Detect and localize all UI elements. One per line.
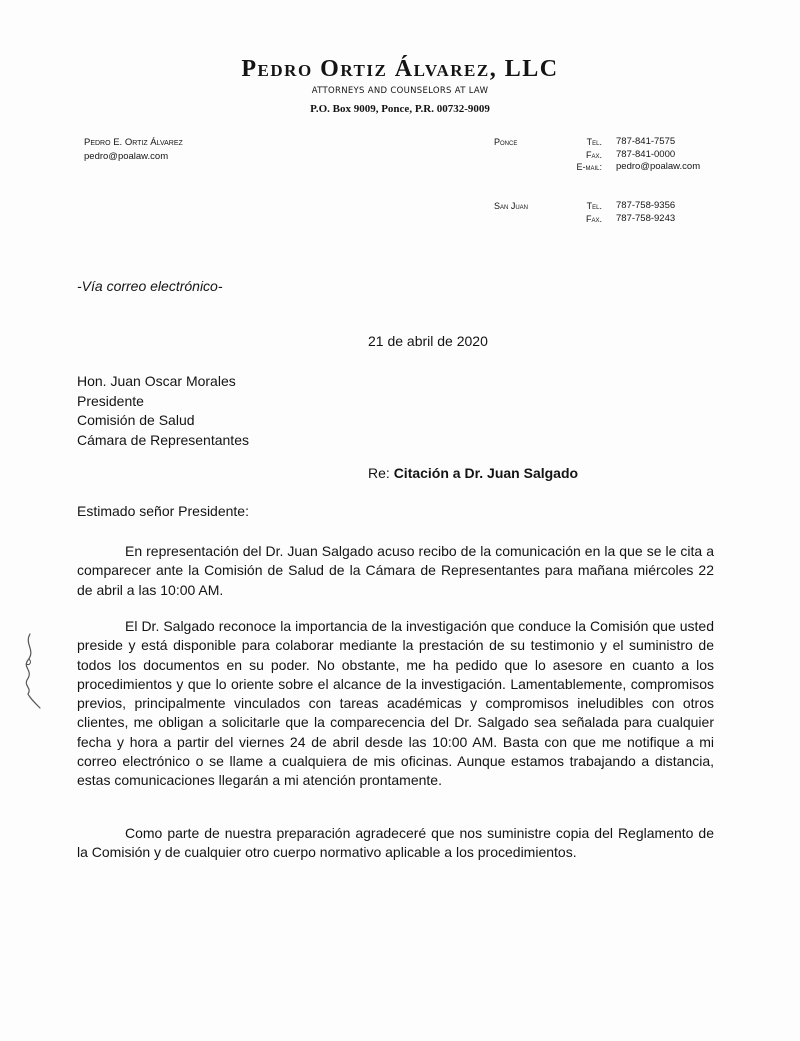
email-label: E-mail: <box>576 162 602 172</box>
office-sanjuan-values <box>616 200 675 225</box>
re-prefix: Re: <box>368 465 390 481</box>
body-paragraph: Como parte de nuestra preparación agradeceré que nos suministre copia del Reglamento de la Comisión y de cualquier otro cuerpo normativo aplicable a los procedimientos. <box>77 825 714 861</box>
attorney-contact <box>84 136 183 164</box>
fax-label: Fax. <box>585 213 602 224</box>
sanjuan-tel: 787-758-9356 <box>616 200 676 211</box>
delivery-method: -Vía correo electrónico- <box>77 278 223 294</box>
office-sanjuan-labels <box>542 200 602 225</box>
attorney-email: pedro@poalaw.com <box>84 151 169 162</box>
office-ponce-labels <box>542 136 602 174</box>
tel-label: Tel. <box>586 137 602 147</box>
tel-label: Tel. <box>586 201 602 211</box>
addressee-line: Comisión de Salud <box>77 412 195 428</box>
office-sanjuan-name: San Juan <box>494 201 529 211</box>
addressee-line: Presidente <box>77 392 144 409</box>
addressee-block <box>77 372 249 450</box>
margin-signature-mark <box>10 630 46 710</box>
addressee-line: Hon. Juan Oscar Morales <box>77 373 236 389</box>
fax-label: Fax. <box>585 149 602 160</box>
addressee-line: Cámara de Representantes <box>77 431 249 448</box>
ponce-tel: 787-841-7575 <box>616 136 676 147</box>
re-line <box>368 465 578 481</box>
firm-subtitle: ATTORNEYS AND COUNSELORS AT LAW <box>311 86 489 96</box>
office-ponce-values <box>616 136 700 174</box>
attorney-name: Pedro E. Ortiz Álvarez <box>84 137 183 148</box>
office-ponce-name: Ponce <box>494 137 518 147</box>
ponce-fax: 787-841-0000 <box>616 148 676 160</box>
salutation: Estimado señor Presidente: <box>77 503 249 519</box>
body-paragraph: En representación del Dr. Juan Salgado acuso recibo de la comunicación en la que se le cita a comparecer ante la Comisión de Salud de la Cámara de Representantes para mañana miércoles 22 de abril a las 10:00 AM. <box>77 543 714 598</box>
re-subject: Citación a Dr. Juan Salgado <box>393 465 579 481</box>
ponce-email: pedro@poalaw.com <box>616 161 701 172</box>
firm-name: Pedro Ortiz Álvarez, LLC <box>241 56 559 82</box>
firm-address: P.O. Box 9009, Ponce, P.R. 00732-9009 <box>310 103 490 115</box>
body-paragraph: El Dr. Salgado reconoce la importancia de la investigación que conduce la Comisión que usted preside y está disponible para colaborar mediante la prestación de su testimonio y el suministro de todos los documentos en su poder. No obstante, me ha pedido que lo asesore en cuanto a los procedimientos y que lo oriente sobre el alcance de la investigación. Lamentablemente, compromisos previos, principalmente vinculados con tareas académicas y compromisos ineludibles con otros clientes, me obligan a solicitarle que la comparecencia del Dr. Salgado sea señalada para cualquier fecha y hora a partir del viernes 24 de abril desde las 10:00 AM. Basta con que me notifique a mi correo electrónico o se llame a cualquiera de mis oficinas. Aunque estamos trabajando a distancia, estas comunicaciones llegarán a mi atención prontamente. <box>77 618 714 789</box>
sanjuan-fax: 787-758-9243 <box>616 212 676 224</box>
letter-date: 21 de abril de 2020 <box>368 333 488 349</box>
